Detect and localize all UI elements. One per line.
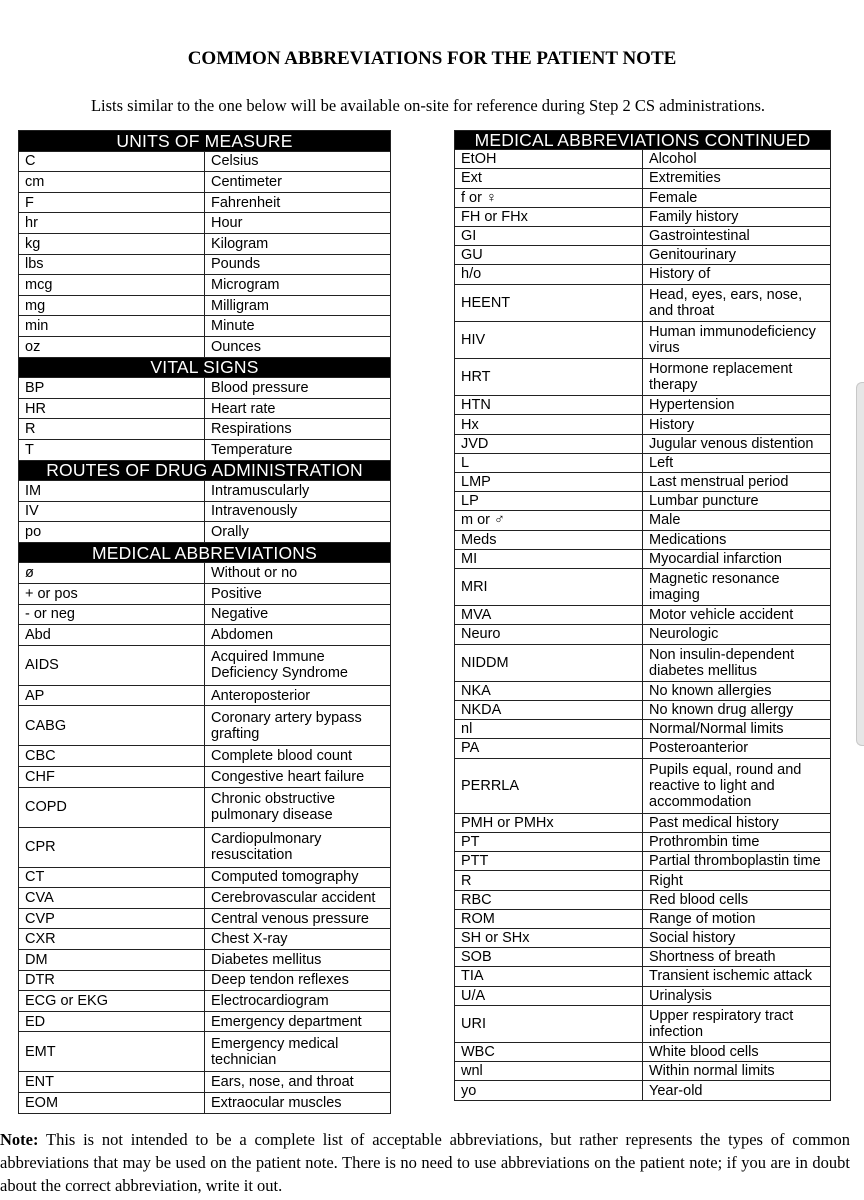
meaning-cell: Motor vehicle accident bbox=[643, 606, 831, 625]
abbreviation-cell: RBC bbox=[455, 890, 643, 909]
abbreviation-cell: cm bbox=[19, 172, 205, 193]
abbreviation-cell: U/A bbox=[455, 986, 643, 1005]
abbreviation-cell: PTT bbox=[455, 852, 643, 871]
table-row bbox=[455, 169, 831, 188]
meaning-cell: Heart rate bbox=[205, 398, 391, 419]
meaning-cell: Computed tomography bbox=[205, 867, 391, 888]
table-row bbox=[19, 439, 391, 460]
meaning-cell: Celsius bbox=[205, 151, 391, 172]
abbreviation-cell: ECG or EKG bbox=[19, 991, 205, 1012]
table-row bbox=[19, 419, 391, 440]
abbreviation-cell: AP bbox=[19, 685, 205, 706]
abbreviation-cell: EtOH bbox=[455, 150, 643, 169]
meaning-cell: Abdomen bbox=[205, 625, 391, 646]
meaning-cell: History bbox=[643, 415, 831, 434]
abbreviation-cell: PA bbox=[455, 739, 643, 758]
meaning-cell: Respirations bbox=[205, 419, 391, 440]
section-heading: ROUTES OF DRUG ADMINISTRATION bbox=[19, 460, 391, 481]
section-header-row bbox=[19, 357, 391, 378]
table-row bbox=[19, 563, 391, 584]
abbreviation-cell: COPD bbox=[19, 787, 205, 827]
meaning-cell: Magnetic resonance imaging bbox=[643, 568, 831, 605]
abbreviation-cell: NKA bbox=[455, 681, 643, 700]
table-row bbox=[455, 606, 831, 625]
meaning-cell: Intramuscularly bbox=[205, 481, 391, 502]
meaning-cell: Kilogram bbox=[205, 233, 391, 254]
meaning-cell: Medications bbox=[643, 530, 831, 549]
meaning-cell: Left bbox=[643, 453, 831, 472]
scroll-handle[interactable] bbox=[856, 382, 864, 746]
abbreviation-cell: HRT bbox=[455, 359, 643, 396]
abbreviation-cell: CVP bbox=[19, 908, 205, 929]
table-row bbox=[19, 213, 391, 234]
footnote bbox=[0, 1128, 850, 1197]
table-row bbox=[19, 584, 391, 605]
abbreviation-cell: F bbox=[19, 192, 205, 213]
table-row bbox=[455, 909, 831, 928]
section-heading: UNITS OF MEASURE bbox=[19, 131, 391, 152]
table-row bbox=[19, 787, 391, 827]
meaning-cell: Negative bbox=[205, 604, 391, 625]
table-row bbox=[455, 453, 831, 472]
meaning-cell: Family history bbox=[643, 207, 831, 226]
meaning-cell: Head, eyes, ears, nose, and throat bbox=[643, 284, 831, 321]
table-row bbox=[455, 549, 831, 568]
meaning-cell: Year-old bbox=[643, 1081, 831, 1101]
abbreviation-cell: hr bbox=[19, 213, 205, 234]
abbreviation-cell: Meds bbox=[455, 530, 643, 549]
table-row bbox=[19, 949, 391, 970]
table-row bbox=[19, 746, 391, 767]
meaning-cell: Myocardial infarction bbox=[643, 549, 831, 568]
meaning-cell: Partial thromboplastin time bbox=[643, 852, 831, 871]
meaning-cell: Orally bbox=[205, 522, 391, 543]
section-heading: MEDICAL ABBREVIATIONS bbox=[19, 542, 391, 563]
table-row bbox=[19, 522, 391, 543]
table-row bbox=[19, 604, 391, 625]
abbreviation-cell: FH or FHx bbox=[455, 207, 643, 226]
table-row bbox=[19, 625, 391, 646]
table-row bbox=[19, 316, 391, 337]
table-row bbox=[455, 415, 831, 434]
abbreviation-cell: DTR bbox=[19, 970, 205, 991]
meaning-cell: Normal/Normal limits bbox=[643, 720, 831, 739]
page-subtitle: Lists similar to the one below will be available on-site for reference during Step 2 CS administrations. bbox=[90, 96, 766, 115]
meaning-cell: Male bbox=[643, 511, 831, 530]
abbreviation-cell: R bbox=[19, 419, 205, 440]
section-header-row bbox=[19, 460, 391, 481]
meaning-cell: Past medical history bbox=[643, 813, 831, 832]
abbreviations-table-left bbox=[18, 130, 391, 1114]
table-row bbox=[455, 681, 831, 700]
meaning-cell: Posteroanterior bbox=[643, 739, 831, 758]
meaning-cell: Shortness of breath bbox=[643, 948, 831, 967]
meaning-cell: Chronic obstructive pulmonary disease bbox=[205, 787, 391, 827]
table-row bbox=[19, 706, 391, 746]
meaning-cell: Urinalysis bbox=[643, 986, 831, 1005]
abbreviations-table-right bbox=[454, 130, 831, 1101]
table-row bbox=[455, 986, 831, 1005]
table-row bbox=[19, 151, 391, 172]
table-row bbox=[19, 1032, 391, 1072]
table-row bbox=[455, 625, 831, 644]
meaning-cell: History of bbox=[643, 265, 831, 284]
table-row bbox=[455, 492, 831, 511]
table-row bbox=[455, 207, 831, 226]
table-row bbox=[455, 1062, 831, 1081]
table-row bbox=[19, 867, 391, 888]
table-row bbox=[19, 501, 391, 522]
meaning-cell: Range of motion bbox=[643, 909, 831, 928]
table-row bbox=[455, 967, 831, 986]
abbreviation-cell: lbs bbox=[19, 254, 205, 275]
abbreviation-cell: HR bbox=[19, 398, 205, 419]
meaning-cell: Alcohol bbox=[643, 150, 831, 169]
table-row bbox=[19, 481, 391, 502]
table-row bbox=[19, 336, 391, 357]
meaning-cell: Hypertension bbox=[643, 396, 831, 415]
abbreviation-cell: m or ♂ bbox=[455, 511, 643, 530]
abbreviation-cell: h/o bbox=[455, 265, 643, 284]
table-row bbox=[455, 321, 831, 358]
table-row bbox=[455, 701, 831, 720]
abbreviation-cell: HIV bbox=[455, 321, 643, 358]
abbreviation-cell: CPR bbox=[19, 827, 205, 867]
table-row bbox=[19, 645, 391, 685]
abbreviation-cell: mcg bbox=[19, 275, 205, 296]
abbreviation-cell: EOM bbox=[19, 1092, 205, 1113]
meaning-cell: Milligram bbox=[205, 295, 391, 316]
abbreviation-cell: NKDA bbox=[455, 701, 643, 720]
meaning-cell: White blood cells bbox=[643, 1043, 831, 1062]
table-row bbox=[455, 948, 831, 967]
meaning-cell: Extraocular muscles bbox=[205, 1092, 391, 1113]
section-header-row bbox=[19, 542, 391, 563]
table-row bbox=[455, 852, 831, 871]
abbreviation-cell: CHF bbox=[19, 767, 205, 788]
meaning-cell: Gastrointestinal bbox=[643, 226, 831, 245]
table-row bbox=[455, 511, 831, 530]
table-row bbox=[455, 359, 831, 396]
meaning-cell: Human immunodeficiency virus bbox=[643, 321, 831, 358]
table-row bbox=[19, 398, 391, 419]
abbreviation-cell: yo bbox=[455, 1081, 643, 1101]
meaning-cell: Within normal limits bbox=[643, 1062, 831, 1081]
meaning-cell: Complete blood count bbox=[205, 746, 391, 767]
footnote-text: This is not intended to be a complete list of acceptable abbreviations, but rather represents the types of common abbreviations that may be used on the patient note. There is no need to use abbreviations on the patient note; if you are in doubt about the correct abbreviation, write it out. bbox=[0, 1130, 851, 1195]
abbreviation-cell: IM bbox=[19, 481, 205, 502]
table-row bbox=[19, 929, 391, 950]
abbreviation-cell: ENT bbox=[19, 1072, 205, 1093]
abbreviation-cell: CXR bbox=[19, 929, 205, 950]
abbreviation-cell: L bbox=[455, 453, 643, 472]
table-row bbox=[455, 246, 831, 265]
table-row bbox=[455, 226, 831, 245]
meaning-cell: Without or no bbox=[205, 563, 391, 584]
table-row bbox=[455, 644, 831, 681]
abbreviation-cell: GU bbox=[455, 246, 643, 265]
table-row bbox=[19, 254, 391, 275]
abbreviation-cell: ROM bbox=[455, 909, 643, 928]
abbreviation-cell: MVA bbox=[455, 606, 643, 625]
table-row bbox=[19, 275, 391, 296]
page-title: COMMON ABBREVIATIONS FOR THE PATIENT NOTE bbox=[187, 48, 677, 69]
table-row bbox=[455, 568, 831, 605]
section-header-row bbox=[19, 131, 391, 152]
table-row bbox=[455, 720, 831, 739]
meaning-cell: Red blood cells bbox=[643, 890, 831, 909]
meaning-cell: Last menstrual period bbox=[643, 473, 831, 492]
table-row bbox=[19, 1011, 391, 1032]
abbreviation-cell: oz bbox=[19, 336, 205, 357]
meaning-cell: Chest X-ray bbox=[205, 929, 391, 950]
meaning-cell: No known allergies bbox=[643, 681, 831, 700]
meaning-cell: Hormone replacement therapy bbox=[643, 359, 831, 396]
table-row bbox=[455, 188, 831, 207]
meaning-cell: Diabetes mellitus bbox=[205, 949, 391, 970]
meaning-cell: Emergency department bbox=[205, 1011, 391, 1032]
section-header-row bbox=[455, 131, 831, 150]
table-row bbox=[455, 1043, 831, 1062]
table-row bbox=[19, 888, 391, 909]
abbreviation-cell: GI bbox=[455, 226, 643, 245]
meaning-cell: Neurologic bbox=[643, 625, 831, 644]
table-row bbox=[455, 758, 831, 813]
meaning-cell: Jugular venous distention bbox=[643, 434, 831, 453]
meaning-cell: Temperature bbox=[205, 439, 391, 460]
abbreviation-cell: CBC bbox=[19, 746, 205, 767]
meaning-cell: Right bbox=[643, 871, 831, 890]
section-heading: MEDICAL ABBREVIATIONS CONTINUED bbox=[455, 131, 831, 150]
abbreviation-cell: CT bbox=[19, 867, 205, 888]
meaning-cell: Electrocardiogram bbox=[205, 991, 391, 1012]
abbreviation-cell: mg bbox=[19, 295, 205, 316]
footnote-label: Note: bbox=[0, 1130, 39, 1149]
abbreviation-cell: SOB bbox=[455, 948, 643, 967]
meaning-cell: Fahrenheit bbox=[205, 192, 391, 213]
abbreviation-cell: WBC bbox=[455, 1043, 643, 1062]
meaning-cell: Intravenously bbox=[205, 501, 391, 522]
abbreviation-cell: TIA bbox=[455, 967, 643, 986]
table-row bbox=[19, 1092, 391, 1113]
abbreviation-cell: f or ♀ bbox=[455, 188, 643, 207]
table-row bbox=[19, 827, 391, 867]
abbreviation-cell: BP bbox=[19, 378, 205, 399]
abbreviation-cell: Neuro bbox=[455, 625, 643, 644]
meaning-cell: Extremities bbox=[643, 169, 831, 188]
abbreviation-cell: MI bbox=[455, 549, 643, 568]
abbreviation-cell: po bbox=[19, 522, 205, 543]
table-row bbox=[19, 378, 391, 399]
abbreviation-cell: PMH or PMHx bbox=[455, 813, 643, 832]
abbreviation-cell: LMP bbox=[455, 473, 643, 492]
abbreviation-cell: C bbox=[19, 151, 205, 172]
table-row bbox=[19, 991, 391, 1012]
abbreviation-cell: Hx bbox=[455, 415, 643, 434]
abbreviation-cell: kg bbox=[19, 233, 205, 254]
meaning-cell: Deep tendon reflexes bbox=[205, 970, 391, 991]
meaning-cell: Centimeter bbox=[205, 172, 391, 193]
meaning-cell: Non insulin-dependent diabetes mellitus bbox=[643, 644, 831, 681]
abbreviation-cell: T bbox=[19, 439, 205, 460]
meaning-cell: Coronary artery bypass grafting bbox=[205, 706, 391, 746]
abbreviation-cell: SH or SHx bbox=[455, 929, 643, 948]
meaning-cell: Prothrombin time bbox=[643, 833, 831, 852]
meaning-cell: Lumbar puncture bbox=[643, 492, 831, 511]
table-row bbox=[19, 908, 391, 929]
meaning-cell: Minute bbox=[205, 316, 391, 337]
table-row bbox=[455, 813, 831, 832]
abbreviation-cell: PT bbox=[455, 833, 643, 852]
meaning-cell: Pupils equal, round and reactive to light and accommodation bbox=[643, 758, 831, 813]
abbreviation-cell: CVA bbox=[19, 888, 205, 909]
abbreviation-cell: HTN bbox=[455, 396, 643, 415]
meaning-cell: Blood pressure bbox=[205, 378, 391, 399]
table-row bbox=[455, 1081, 831, 1101]
abbreviation-cell: JVD bbox=[455, 434, 643, 453]
table-row bbox=[455, 1005, 831, 1042]
meaning-cell: Cerebrovascular accident bbox=[205, 888, 391, 909]
table-row bbox=[455, 265, 831, 284]
table-row bbox=[455, 871, 831, 890]
table-row bbox=[19, 233, 391, 254]
abbreviation-cell: URI bbox=[455, 1005, 643, 1042]
table-row bbox=[455, 150, 831, 169]
abbreviation-cell: AIDS bbox=[19, 645, 205, 685]
meaning-cell: Social history bbox=[643, 929, 831, 948]
table-row bbox=[19, 685, 391, 706]
abbreviation-cell: CABG bbox=[19, 706, 205, 746]
table-row bbox=[19, 767, 391, 788]
meaning-cell: Congestive heart failure bbox=[205, 767, 391, 788]
table-row bbox=[455, 890, 831, 909]
abbreviation-cell: Abd bbox=[19, 625, 205, 646]
abbreviation-cell: ø bbox=[19, 563, 205, 584]
meaning-cell: Central venous pressure bbox=[205, 908, 391, 929]
section-heading: VITAL SIGNS bbox=[19, 357, 391, 378]
meaning-cell: Emergency medical technician bbox=[205, 1032, 391, 1072]
meaning-cell: Ears, nose, and throat bbox=[205, 1072, 391, 1093]
table-row bbox=[455, 833, 831, 852]
meaning-cell: Hour bbox=[205, 213, 391, 234]
meaning-cell: Female bbox=[643, 188, 831, 207]
abbreviation-cell: LP bbox=[455, 492, 643, 511]
abbreviation-cell: EMT bbox=[19, 1032, 205, 1072]
table-row bbox=[455, 929, 831, 948]
abbreviation-cell: PERRLA bbox=[455, 758, 643, 813]
meaning-cell: Genitourinary bbox=[643, 246, 831, 265]
table-row bbox=[19, 295, 391, 316]
abbreviation-cell: DM bbox=[19, 949, 205, 970]
abbreviation-cell: ED bbox=[19, 1011, 205, 1032]
abbreviation-cell: min bbox=[19, 316, 205, 337]
abbreviation-cell: - or neg bbox=[19, 604, 205, 625]
abbreviation-cell: HEENT bbox=[455, 284, 643, 321]
table-row bbox=[19, 192, 391, 213]
table-row bbox=[455, 530, 831, 549]
table-row bbox=[19, 970, 391, 991]
table-row bbox=[455, 434, 831, 453]
meaning-cell: Pounds bbox=[205, 254, 391, 275]
abbreviation-cell: IV bbox=[19, 501, 205, 522]
abbreviation-cell: + or pos bbox=[19, 584, 205, 605]
meaning-cell: Upper respiratory tract infection bbox=[643, 1005, 831, 1042]
table-row bbox=[19, 1072, 391, 1093]
meaning-cell: Cardiopulmonary resuscitation bbox=[205, 827, 391, 867]
abbreviation-cell: nl bbox=[455, 720, 643, 739]
abbreviation-cell: NIDDM bbox=[455, 644, 643, 681]
table-row bbox=[455, 284, 831, 321]
table-row bbox=[19, 172, 391, 193]
meaning-cell: Ounces bbox=[205, 336, 391, 357]
meaning-cell: Positive bbox=[205, 584, 391, 605]
meaning-cell: Transient ischemic attack bbox=[643, 967, 831, 986]
meaning-cell: Acquired Immune Deficiency Syndrome bbox=[205, 645, 391, 685]
meaning-cell: Microgram bbox=[205, 275, 391, 296]
meaning-cell: Anteroposterior bbox=[205, 685, 391, 706]
table-row bbox=[455, 473, 831, 492]
table-row bbox=[455, 396, 831, 415]
abbreviation-cell: MRI bbox=[455, 568, 643, 605]
abbreviation-cell: wnl bbox=[455, 1062, 643, 1081]
table-row bbox=[455, 739, 831, 758]
abbreviation-cell: R bbox=[455, 871, 643, 890]
abbreviation-cell: Ext bbox=[455, 169, 643, 188]
meaning-cell: No known drug allergy bbox=[643, 701, 831, 720]
